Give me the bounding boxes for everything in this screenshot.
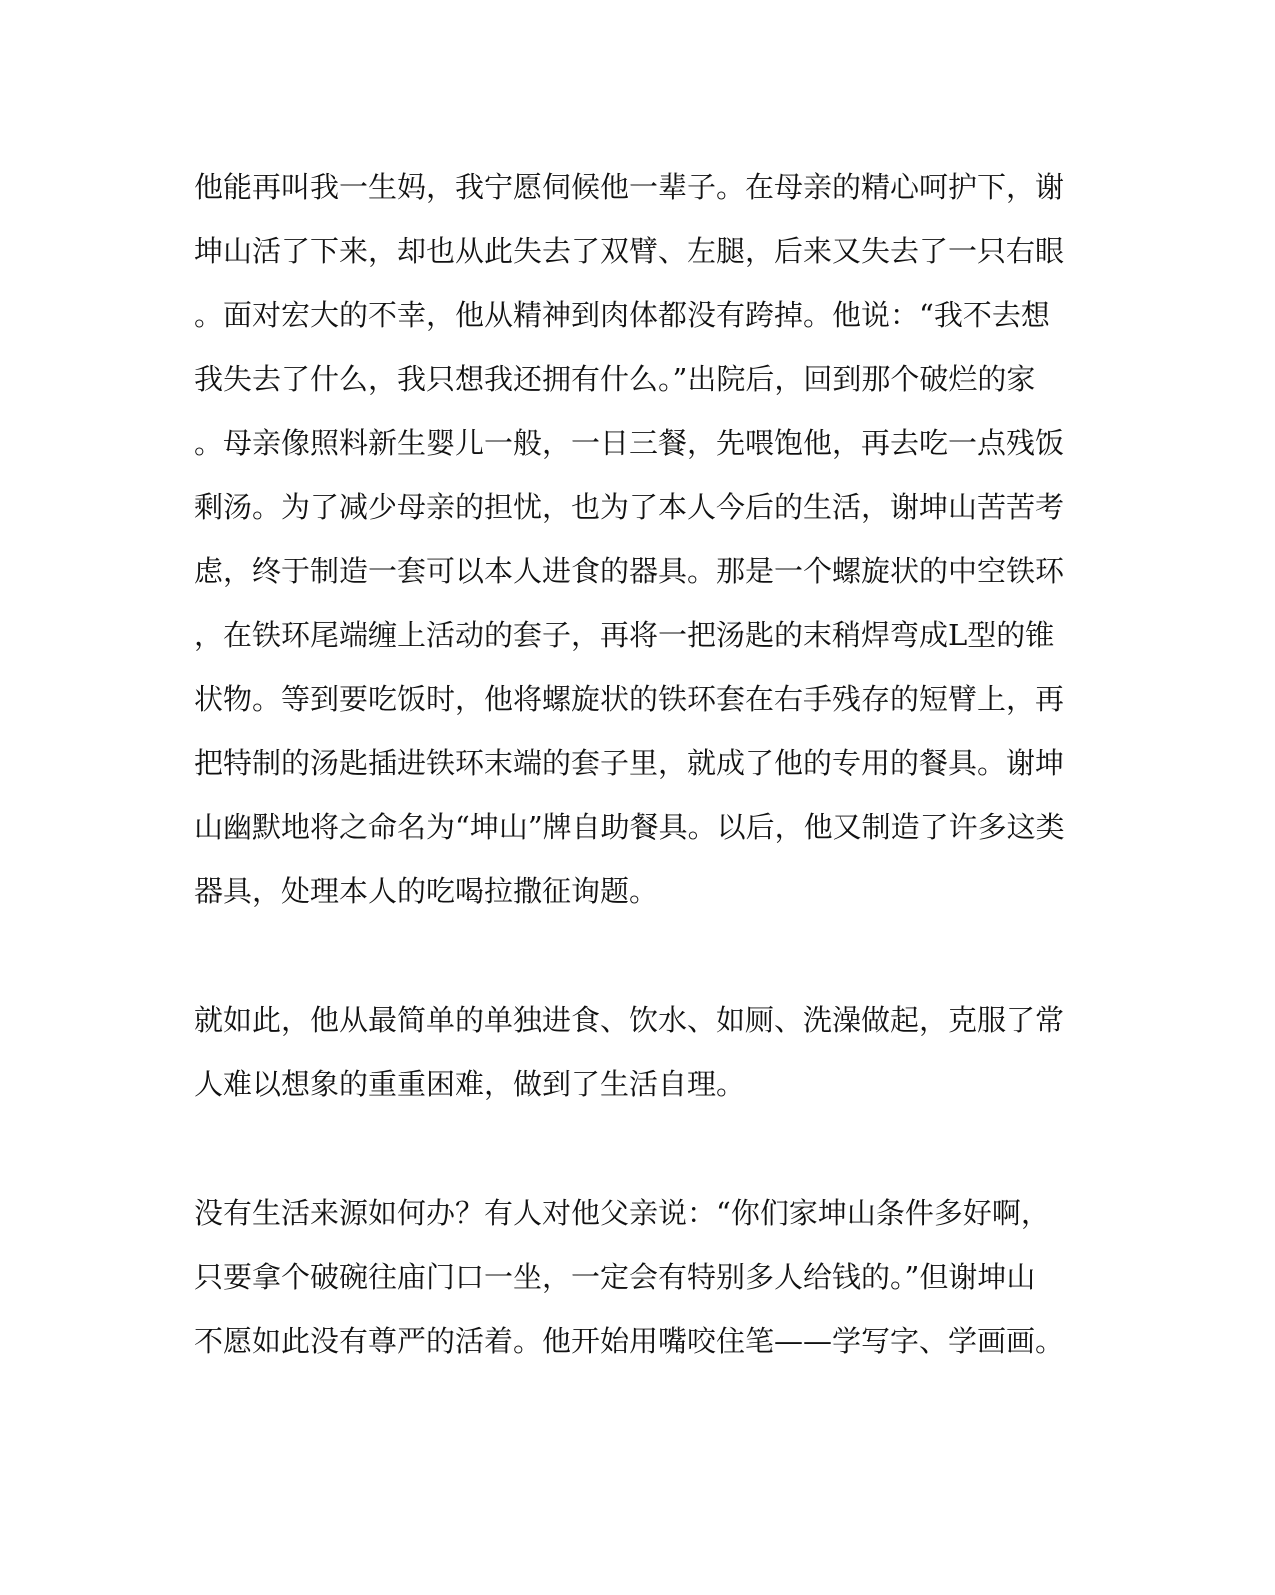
text-line: 。面对宏大的不幸，他从精神到肉体都没有跨掉。他说：“我不去想 <box>194 298 1050 332</box>
paragraph-spacer <box>194 926 1074 991</box>
text-line: 剩汤。为了减少母亲的担忧，也为了本人今后的生活，谢坤山苦苦考 <box>194 490 1065 524</box>
text-line: 把特制的汤匙插进铁环末端的套子里，就成了他的专用的餐具。谢坤 <box>194 746 1065 780</box>
text-line: 只要拿个破碗往庙门口一坐，一定会有特别多人给钱的。”但谢坤山 <box>194 1260 1036 1294</box>
paragraph-1 <box>194 158 1074 926</box>
text-line: 他能再叫我一生妈，我宁愿伺候他一辈子。在母亲的精心呵护下，谢 <box>194 170 1065 204</box>
paragraph-3 <box>194 1184 1074 1376</box>
body-text <box>194 158 1074 1376</box>
text-line: 虑，终于制造一套可以本人进食的器具。那是一个螺旋状的中空铁环 <box>194 554 1065 588</box>
text-line: 。母亲像照料新生婴儿一般，一日三餐，先喂饱他，再去吃一点残饭 <box>194 426 1065 460</box>
paragraph-spacer <box>194 1119 1074 1184</box>
text-line: 没有生活来源如何办？有人对他父亲说：“你们家坤山条件多好啊， <box>194 1196 1050 1230</box>
text-line: 我失去了什么，我只想我还拥有什么。”出院后，回到那个破烂的家 <box>194 362 1036 396</box>
text-line: 器具，处理本人的吃喝拉撒征询题。 <box>194 874 659 908</box>
paragraph-2 <box>194 991 1074 1119</box>
text-line: 不愿如此没有尊严的活着。他开始用嘴咬住笔——学写字、学画画。 <box>194 1324 1065 1358</box>
text-line: 坤山活了下来，却也从此失去了双臂、左腿，后来又失去了一只右眼 <box>194 234 1065 268</box>
text-line: 山幽默地将之命名为“坤山”牌自助餐具。以后，他又制造了许多这类 <box>194 810 1065 844</box>
text-line: 人难以想象的重重困难，做到了生活自理。 <box>194 1067 746 1101</box>
text-line: 就如此，他从最简单的单独进食、饮水、如厕、洗澡做起，克服了常 <box>194 1003 1065 1037</box>
text-line: 状物。等到要吃饭时，他将螺旋状的铁环套在右手残存的短臂上，再 <box>194 682 1065 716</box>
text-line: ，在铁环尾端缠上活动的套子，再将一把汤匙的末稍焊弯成L型的锥 <box>194 618 1055 652</box>
